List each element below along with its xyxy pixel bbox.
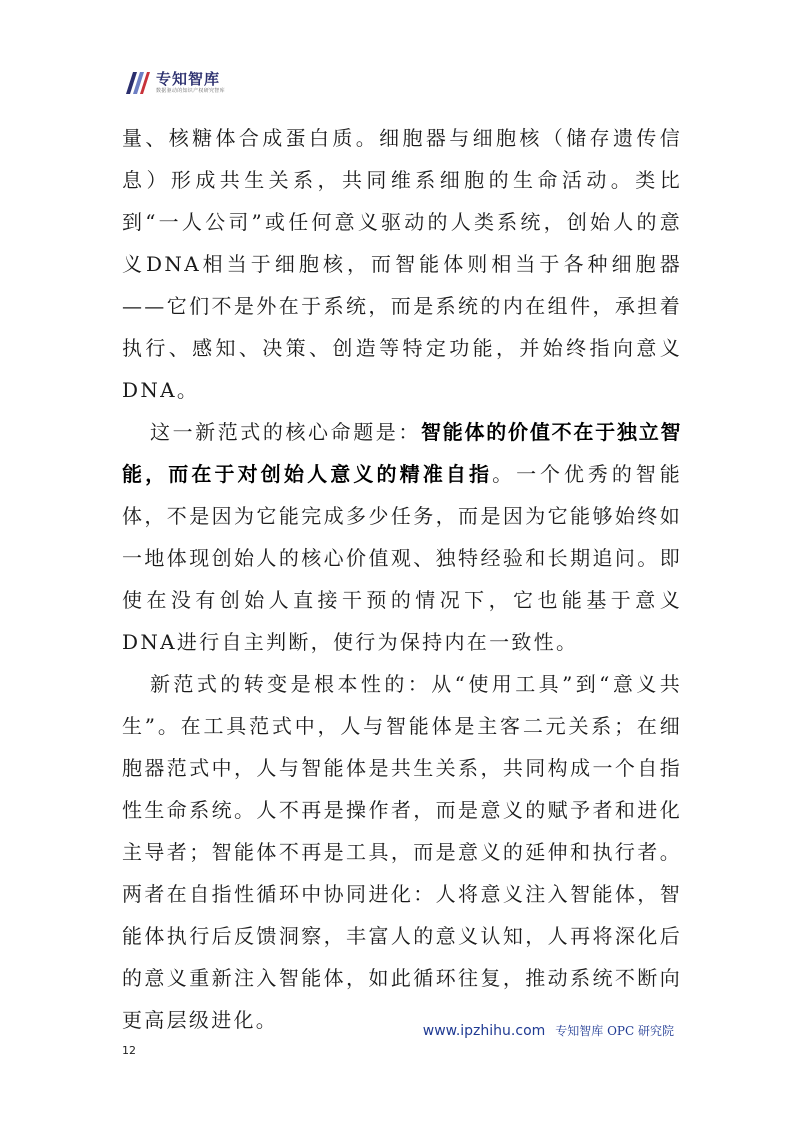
paragraph-core-proposition <box>122 411 682 663</box>
paragraph-continuation: 量、核糖体合成蛋白质。细胞器与细胞核（储存遗传信息）形成共生关系，共同维系细胞的生命活动。类比到“一人公司”或任何意义驱动的人类系统，创始人的意义DNA相当于细胞核，而智能体则相当于各种细胞器——它们不是外在于系统，而是系统的内在组件，承担着执行、感知、决策、创造等特定功能，并始终指向意义DNA。 <box>122 126 682 402</box>
paragraph-paradigm-shift: 新范式的转变是根本性的：从“使用工具”到“意义共生”。在工具范式中，人与智能体是主客二元关系；在细胞器范式中，人与智能体是共生关系，共同构成一个自指性生命系统。人不再是操作者，而是意义的赋予者和进化主导者；智能体不再是工具，而是意义的延伸和执行者。两者在自指性循环中协同进化：人将意义注入智能体，智能体执行后反馈洞察，丰富人的意义认知，人再将深化后的意义重新注入智能体，如此循环往复，推动系统不断向更高层级进化。 <box>122 672 682 1032</box>
footer-url-link[interactable]: www.ipzhihu.com <box>422 1023 546 1039</box>
footer-org: 专知智库 OPC 研究院 <box>555 1024 674 1038</box>
core-proposition-rest: 。一个优秀的智能体，不是因为它能完成多少任务，而是因为它能够始终如一地体现创始人的核心价值观、独特经验和长期追问。即使在没有创始人直接干预的情况下，它也能基于意义DNA进行自主判断，使行为保持内在一致性。 <box>122 462 682 654</box>
logo-tagline: 数据驱动的知识产权研究智库 <box>156 88 225 94</box>
footer <box>423 1022 674 1039</box>
document-body <box>122 117 682 1041</box>
zhuanzhi-logo-icon <box>124 70 150 96</box>
page-number: 12 <box>122 1044 136 1057</box>
core-proposition-bold: 智能体的价值不在于独立智能，而在于对创始人意义的精准自指 <box>122 420 682 486</box>
core-proposition-lead: 这一新范式的核心命题是： <box>150 420 421 444</box>
header-logo <box>124 70 225 96</box>
logo-name: 专知智库 <box>156 70 221 88</box>
